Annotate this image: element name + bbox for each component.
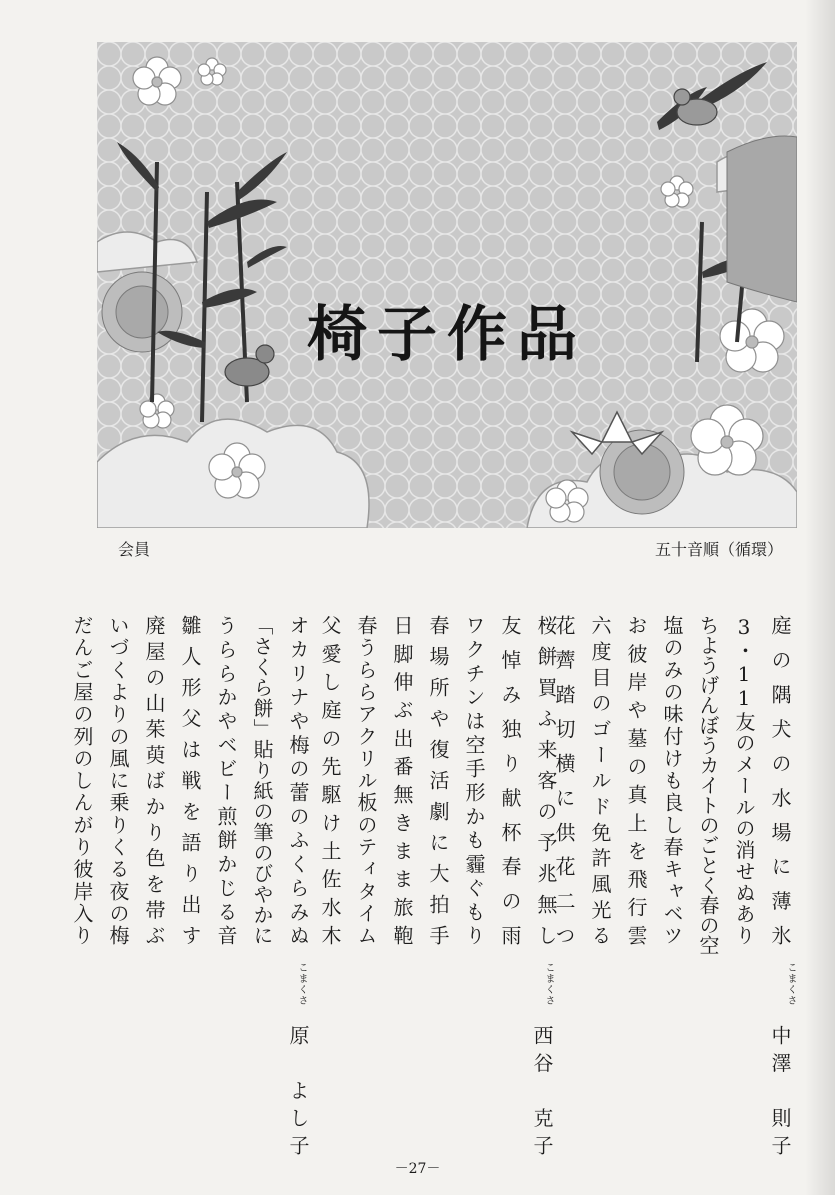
author-name: 原 よし子: [286, 1025, 310, 1155]
haiku-line: 友悼み独り献杯春の雨: [498, 615, 522, 945]
haiku-line: だんご屋の列のしんがり彼岸入り: [70, 615, 94, 945]
haiku-line: 桜餅買ふ来客の予兆無し: [534, 615, 558, 945]
haiku-line: いづくよりの風に乗りくる夜の梅: [106, 615, 130, 945]
haiku-line: 庭の隅犬の水場に薄氷: [768, 615, 792, 945]
decorative-illustration: [97, 42, 797, 528]
haiku-line: オカリナや梅の蕾のふくらみぬ: [286, 615, 310, 945]
haiku-line: 父愛し庭の先駆け土佐水木: [318, 615, 342, 945]
haiku-line: お彼岸や墓の真上を飛行雲: [624, 615, 648, 945]
group-reading: こまくさ: [785, 962, 796, 1006]
haiku-line: 花薺踏切横に供花二つ: [552, 615, 576, 945]
group-reading: こまくさ: [296, 962, 307, 1006]
haiku-line: 雛人形父は戦を語り出す: [178, 615, 202, 945]
haiku-line: 日脚伸ぶ出番無きまま旅鞄: [390, 615, 414, 945]
haiku-line: ワクチンは空手形かも霾ぐもり: [462, 615, 486, 945]
haiku-line: ちようげんぼうカイトのごとく春の空: [696, 615, 720, 955]
author-name: 中澤 則子: [768, 1025, 792, 1155]
haiku-line: 廃屋の山茱萸ばかり色を帯ぶ: [142, 615, 166, 945]
title-banner: [97, 42, 797, 528]
haiku-line: 塩のみの味付けも良し春キャベツ: [660, 615, 684, 945]
page-number: －27－: [394, 1161, 441, 1177]
membership-label: 会員: [118, 540, 151, 559]
haiku-line: うららかやベビー煎餅かじる音: [214, 615, 238, 945]
haiku-line: 六度目のゴールド免許風光る: [588, 615, 612, 945]
haiku-line: 春場所や復活劇に大拍手: [426, 615, 450, 945]
page-title: 椅子作品: [307, 300, 587, 370]
haiku-line: 3・11友のメールの消せぬあり: [732, 615, 756, 945]
group-reading: こまくさ: [543, 962, 554, 1006]
haiku-line: 「さくら餅」貼り紙の筆のびやかに: [250, 615, 274, 945]
page-edge-shadow: [805, 0, 835, 1195]
author-name: 西谷 克子: [530, 1025, 554, 1155]
ordering-note: 五十音順（循環）: [654, 540, 783, 559]
haiku-line: 春うららアクリル板のティタイム: [354, 615, 378, 945]
